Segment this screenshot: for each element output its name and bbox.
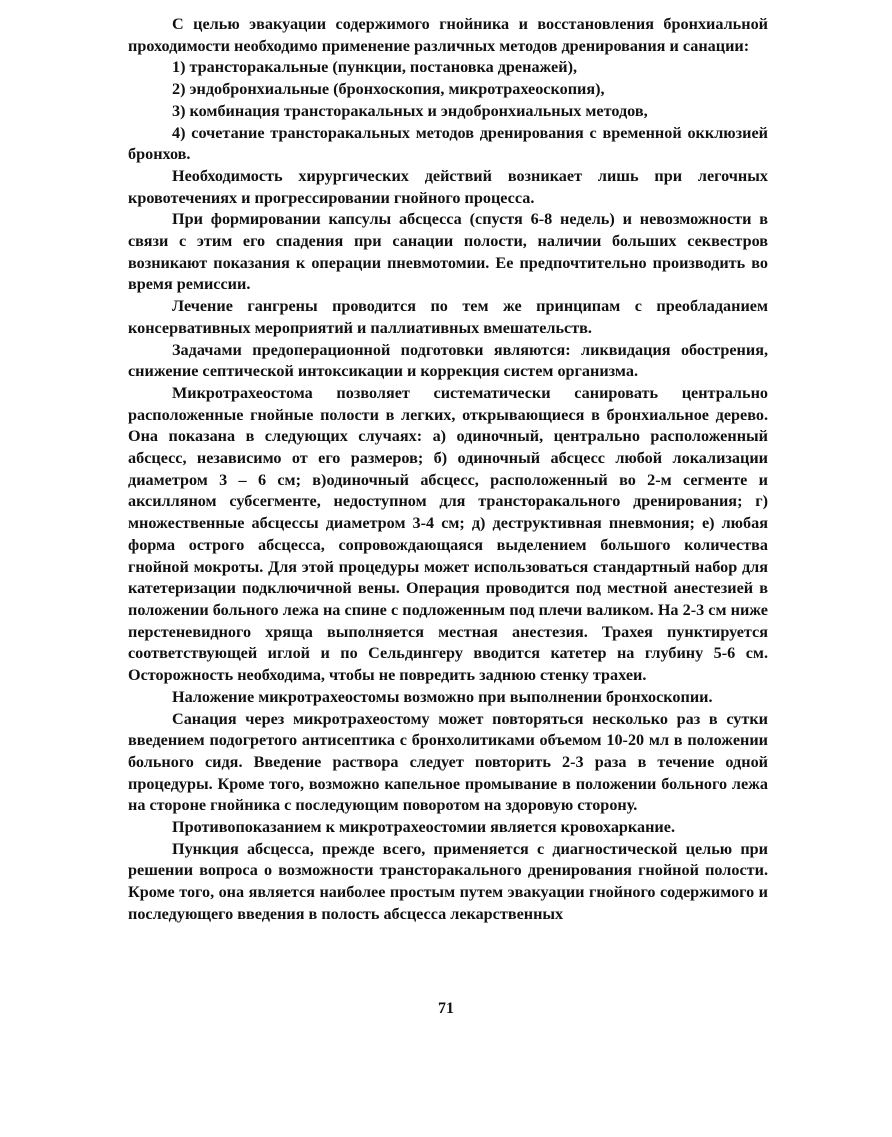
paragraph-bronchoscopy: Наложение микротрахеостомы возможно при выполнении бронхоскопии. [172, 687, 713, 706]
list-item-3: 3) комбинация трансторакальных и эндобронхиальных методов, [172, 101, 648, 120]
paragraph-sanation: Санация через микротрахеостому может повторяться несколько раз в сутки введением подогретого антисептика с бронхолитиками объемом 10-20 мл в положении больного сидя. Введение раствора следует повторить 2-3 раза в течение одной процедуры. Кроме того, возможно капельное промывание в положении больного лежа на стороне гнойника с последующим поворотом на здоровую сторону. [128, 709, 768, 815]
paragraph-surgery-need: Необходимость хирургических действий возникает лишь при легочных кровотечениях и прогрессировании гнойного процесса. [128, 166, 768, 207]
paragraph-puncture: Пункция абсцесса, прежде всего, применяется с диагностической целью при решении вопроса о возможности трансторакального дренирования гнойной полости. Кроме того, она является наиболее простым путем эвакуации гнойного содержимого и последующего введения в полость абсцесса лекарственных [128, 839, 768, 923]
paragraph-pneumotomy: При формировании капсулы абсцесса (спустя 6-8 недель) и невозможности в связи с этим его спадения при санации полости, наличии больших секвестров возникают показания к операции пневмотомии. Ее предпочтительно производить во время ремиссии. [128, 210, 768, 294]
paragraph-preop: Задачами предоперационной подготовки являются: ликвидация обострения, снижение септической интоксикации и коррекция систем организма. [128, 340, 768, 381]
list-item-4: 4) сочетание трансторакальных методов дренирования с временной окклюзией бронхов. [128, 123, 768, 164]
page-number: 71 [438, 1000, 454, 1017]
paragraph-microtracheostomy: Микротрахеостома позволяет систематически санировать центрально расположенные гнойные полости в легких, открывающиеся в бронхиальное дерево. Она показана в следующих случаях: а) одиночный, центрально расположенный абсцесс, независимо от его размеров; б) одиночный абсцесс любой локализации диаметром 3 – 6 см; в)одиночный абсцесс, расположенный во 2-м сегменте и аксилляном субсегменте, недоступном для трансторакального дренирования; г) множественные абсцессы диаметром 3-4 см; д) деструктивная пневмония; е) любая форма острого абсцесса, сопровождающаяся выделением большого количества гнойной мокроты. Для этой процедуры может использоваться стандартный набор для катетеризации подключичной вены. Операция проводится под местной анестезией в положении больного лежа на спине с подложенным под плечи валиком. На 2-3 см ниже перстеневидного хряща выполняется местная анестезия. Трахея пунктируется соответствующей иглой и по Сельдингеру вводится катетер на глубину 5-6 см. Осторожность необходима, чтобы не повредить заднюю стенку трахеи. [128, 383, 768, 685]
paragraph-contraindication: Противопоказанием к микротрахеостомии является кровохаркание. [172, 818, 675, 837]
paragraph-intro: С целью эвакуации содержимого гнойника и восстановления бронхиальной проходимости необходимо применение различных методов дренирования и санации: [128, 15, 768, 55]
paragraph-gangrene: Лечение гангрены проводится по тем же принципам с преобладанием консервативных мероприятий и паллиативных вмешательств. [128, 297, 768, 337]
document-body [128, 14, 768, 926]
list-item-1: 1) трансторакальные (пункции, постановка дренажей), [172, 58, 578, 77]
list-item-2: 2) эндобронхиальные (бронхоскопия, микротрахеоскопия), [172, 80, 605, 99]
